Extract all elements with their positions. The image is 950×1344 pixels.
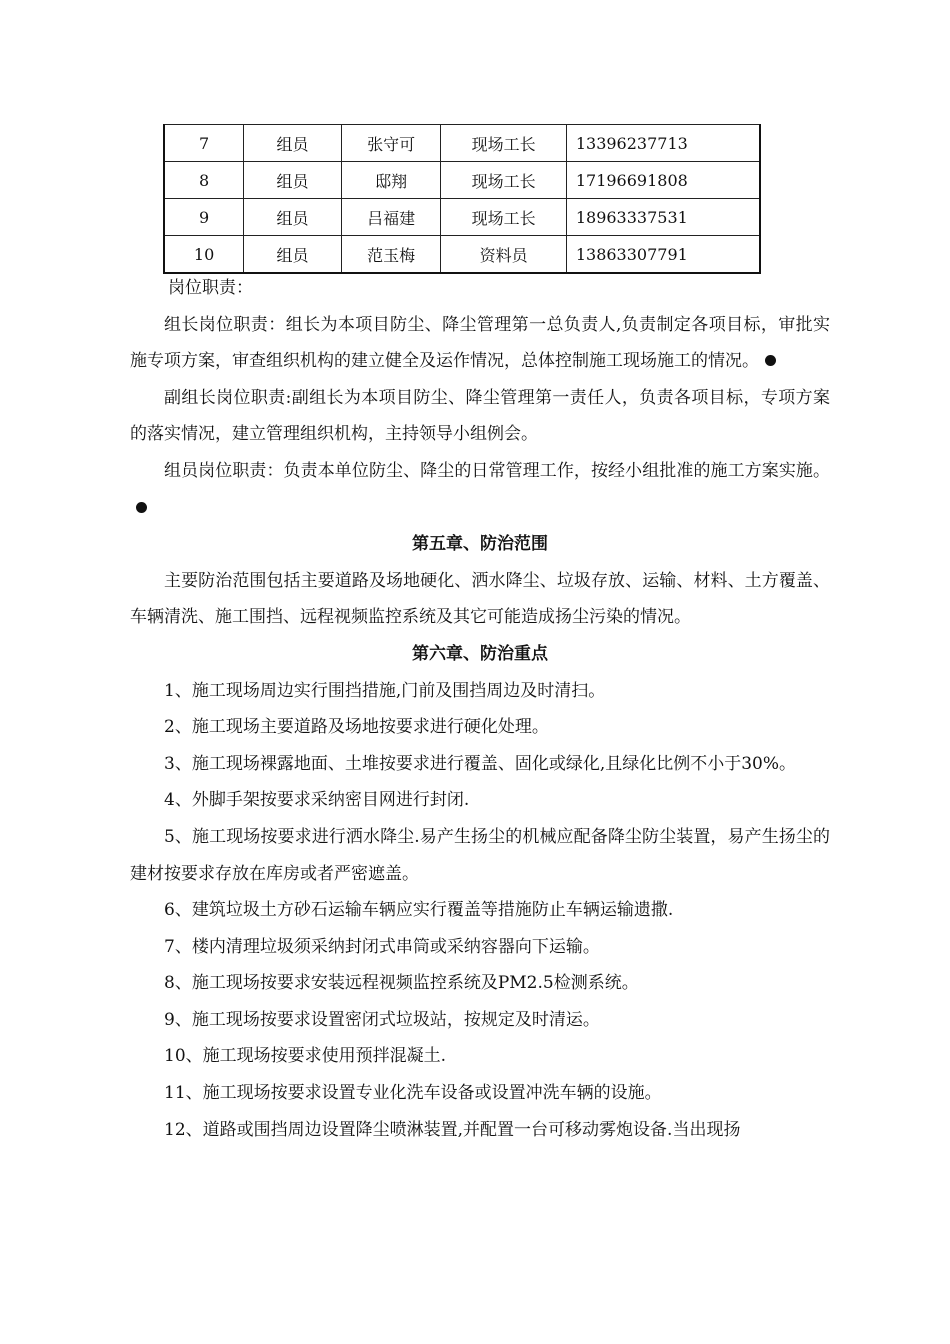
list-item: 9、施工现场按要求设置密闭式垃圾站，按规定及时清运。 bbox=[164, 1009, 600, 1030]
chapter5-body: 主要防治范围包括主要道路及场地硬化、洒水降尘、垃圾存放、运输、材料、土方覆盖、车辆清洗、施工围挡、远程视频监控系统及其它可能造成扬尘污染的情况。 bbox=[130, 570, 830, 628]
cell-no: 10 bbox=[164, 236, 244, 274]
duties-label: 岗位职责： bbox=[168, 278, 253, 298]
table-row bbox=[164, 162, 760, 199]
bullet-icon bbox=[765, 355, 776, 366]
cell-name: 范玉梅 bbox=[341, 236, 441, 274]
cell-name: 张守可 bbox=[341, 125, 441, 162]
table-row bbox=[164, 199, 760, 236]
table-row bbox=[164, 125, 760, 162]
list-item: 2、施工现场主要道路及场地按要求进行硬化处理。 bbox=[164, 717, 549, 738]
list-item: 5、施工现场按要求进行洒水降尘.易产生扬尘的机械应配备降尘防尘装置，易产生扬尘的建材按要求存放在库房或者严密遮盖。 bbox=[130, 826, 830, 884]
cell-position: 资料员 bbox=[441, 236, 566, 274]
bullet-icon bbox=[136, 502, 147, 513]
cell-no: 8 bbox=[164, 162, 244, 199]
list-item: 3、施工现场裸露地面、土堆按要求进行覆盖、固化或绿化,且绿化比例不小于30%。 bbox=[164, 753, 797, 774]
member-duty-text: 组员岗位职责：负责本单位防尘、降尘的日常管理工作，按经小组批准的施工方案实施。 bbox=[164, 460, 830, 481]
cell-role: 组员 bbox=[244, 199, 342, 236]
cell-position: 现场工长 bbox=[441, 125, 566, 162]
leader-duty-paragraph bbox=[130, 307, 830, 380]
list-item: 6、建筑垃圾土方砂石运输车辆应实行覆盖等措施防止车辆运输遗撒. bbox=[164, 900, 674, 921]
chapter5-title: 第五章、防治范围 bbox=[412, 534, 548, 555]
leader-duty-text: 组长岗位职责：组长为本项目防尘、降尘管理第一总负责人,负责制定各项目标，审批实施专项方案，审查组织机构的建立健全及运作情况，总体控制施工现场施工的情况。 bbox=[130, 314, 830, 372]
cell-phone: 18963337531 bbox=[566, 199, 760, 236]
cell-name: 邸翔 bbox=[341, 162, 441, 199]
chapter6-title: 第六章、防治重点 bbox=[412, 643, 548, 664]
cell-role: 组员 bbox=[244, 236, 342, 274]
list-item: 11、施工现场按要求设置专业化洗车设备或设置冲洗车辆的设施。 bbox=[164, 1083, 662, 1104]
table-row bbox=[164, 236, 760, 274]
cell-phone: 17196691808 bbox=[566, 162, 760, 199]
member-duty-paragraph bbox=[130, 453, 830, 526]
list-item: 4、外脚手架按要求采纳密目网进行封闭. bbox=[164, 790, 470, 811]
list-item: 10、施工现场按要求使用预拌混凝土. bbox=[164, 1046, 447, 1067]
cell-name: 吕福建 bbox=[341, 199, 441, 236]
cell-position: 现场工长 bbox=[441, 162, 566, 199]
cell-no: 7 bbox=[164, 125, 244, 162]
list-item: 8、施工现场按要求安装远程视频监控系统及PM2.5检测系统。 bbox=[164, 973, 639, 994]
document-body bbox=[130, 270, 830, 1148]
deputy-duty-paragraph: 副组长岗位职责:副组长为本项目防尘、降尘管理第一责任人，负责各项目标，专项方案的落实情况，建立管理组织机构，主持领导小组例会。 bbox=[130, 387, 830, 445]
staff-table bbox=[163, 124, 761, 274]
cell-phone: 13863307791 bbox=[566, 236, 760, 274]
cell-no: 9 bbox=[164, 199, 244, 236]
cell-role: 组员 bbox=[244, 125, 342, 162]
list-item: 7、楼内清理垃圾须采纳封闭式串筒或采纳容器向下运输。 bbox=[164, 936, 600, 957]
cell-position: 现场工长 bbox=[441, 199, 566, 236]
cell-phone: 13396237713 bbox=[566, 125, 760, 162]
list-item: 12、道路或围挡周边设置降尘喷淋装置,并配置一台可移动雾炮设备.当出现扬 bbox=[164, 1119, 741, 1140]
cell-role: 组员 bbox=[244, 162, 342, 199]
list-item: 1、施工现场周边实行围挡措施,门前及围挡周边及时清扫。 bbox=[164, 680, 606, 701]
